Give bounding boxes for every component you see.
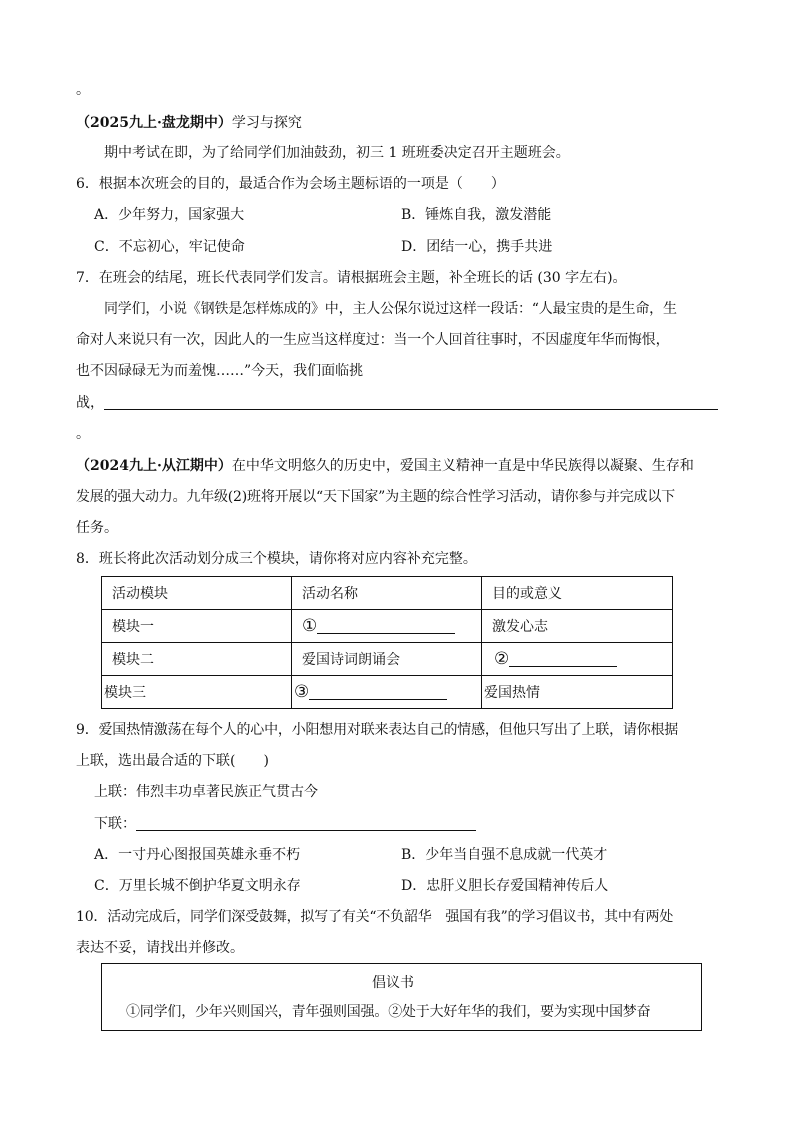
- q9-line1: 9．爱国热情激荡在每个人的心中，小阳想用对联来表达自己的情感，但他只写出了上联，请你根据: [76, 722, 679, 738]
- q9-option-d: D．忠肝义胆长存爱国精神传后人: [401, 878, 609, 894]
- q9-option-b: B．少年当自强不息成就一代英才: [401, 847, 608, 863]
- q7-quote-line1: 同学们，小说《钢铁是怎样炼成的》中，主人公保尔说过这样一段话：“人最宝贵的是生命，生: [104, 301, 677, 317]
- section2-line1: [76, 456, 694, 476]
- section2-line3: 任务。: [76, 520, 118, 536]
- q7-end-period: 。: [76, 426, 90, 442]
- q6-option-c: C．不忘初心，牢记使命: [94, 239, 245, 255]
- blank-cell-2[interactable]: [482, 643, 673, 676]
- q7-quote-line3: 也不因碌碌无为而羞愧……”今天，我们面临挑: [76, 363, 364, 379]
- q7-answer-prefix: 战，: [76, 395, 104, 411]
- circled-number: ②: [494, 649, 510, 669]
- q6-option-d: D．团结一心，携手共进: [401, 239, 553, 255]
- circled-number: ①: [302, 616, 318, 636]
- section2-source: （2024九上·从江期中）: [76, 458, 232, 474]
- q10-line2: 表达不妥，请找出并修改。: [76, 940, 244, 956]
- q9-lower-label: 下联：: [94, 816, 136, 832]
- table-cell: 模块二: [102, 643, 292, 676]
- blank-cell-1[interactable]: [292, 610, 482, 643]
- section2-text: 在中华文明悠久的历史中，爱国主义精神一直是中华民族得以凝聚、生存和: [231, 458, 694, 474]
- table-header-cell: 目的或意义: [482, 577, 673, 610]
- q6-option-b: B．锤炼自我，激发潜能: [401, 207, 552, 223]
- table-header-cell: 活动模块: [102, 577, 292, 610]
- q7-quote-line2: 命对人来说只有一次，因此人的一生应当这样度过：当一个人回首往事时，不因虚度年华而悔恨，: [76, 332, 670, 348]
- q9-upper-couplet: 上联：伟烈丰功卓著民族正气贯古今: [94, 784, 318, 800]
- q7-answer-blank[interactable]: [104, 409, 718, 410]
- table-header-row: [102, 577, 673, 610]
- q9-lower-blank[interactable]: [136, 830, 476, 831]
- q6-stem: 6．根据本次班会的目的，最适合作为会场主题标语的一项是（ ）: [76, 176, 505, 192]
- q7-stem: 7．在班会的结尾，班长代表同学们发言。请根据班会主题，补全班长的话 (30 字左右)。: [76, 270, 627, 286]
- q10-line1: 10．活动完成后，同学们深受鼓舞，拟写了有关“不负韶华 强国有我”的学习倡议书，其中有两处: [76, 909, 674, 925]
- answer-blank[interactable]: [309, 685, 447, 700]
- table-row: [102, 610, 673, 643]
- table-cell: 激发心志: [482, 610, 673, 643]
- q8-stem: 8．班长将此次活动划分成三个模块，请你将对应内容补充完整。: [76, 551, 477, 567]
- q9-option-c: C．万里长城不倒护华夏文明永存: [94, 878, 301, 894]
- table-row: [102, 643, 673, 676]
- section1-heading: [76, 113, 302, 133]
- q8-table: [101, 576, 673, 709]
- table-cell: 爱国诗词朗诵会: [292, 643, 482, 676]
- table-row: [102, 676, 673, 709]
- proposal-text: ①同学们，少年兴则国兴，青年强则国强。②处于大好年华的我们，要为实现中国梦奋: [126, 1004, 651, 1020]
- blank-cell-3[interactable]: [292, 676, 482, 709]
- answer-blank[interactable]: [317, 619, 455, 634]
- proposal-title: 倡议书: [372, 975, 414, 991]
- section1-source: （2025九上·盘龙期中）: [76, 115, 232, 131]
- q9-line2: 上联，选出最合适的下联( ): [76, 753, 269, 769]
- top-period: 。: [76, 82, 90, 98]
- table-header-cell: 活动名称: [292, 577, 482, 610]
- table-cell: 模块三: [102, 676, 292, 709]
- answer-blank[interactable]: [509, 652, 617, 667]
- q9-option-a: A．一寸丹心图报国英雄永垂不朽: [94, 847, 301, 863]
- section1-title: 学习与探究: [231, 115, 302, 131]
- table-cell: 模块一: [102, 610, 292, 643]
- q6-option-a: A．少年努力，国家强大: [94, 207, 245, 223]
- section2-line2: 发展的强大动力。九年级(2)班将开展以“天下国家”为主题的综合性学习活动，请你参与并完成以下: [76, 489, 675, 505]
- section1-intro: 期中考试在即，为了给同学们加油鼓劲，初三 1 班班委决定召开主题班会。: [104, 145, 570, 161]
- proposal-box: [101, 963, 702, 1031]
- table-cell: 爱国热情: [482, 676, 673, 709]
- circled-number: ③: [294, 682, 310, 702]
